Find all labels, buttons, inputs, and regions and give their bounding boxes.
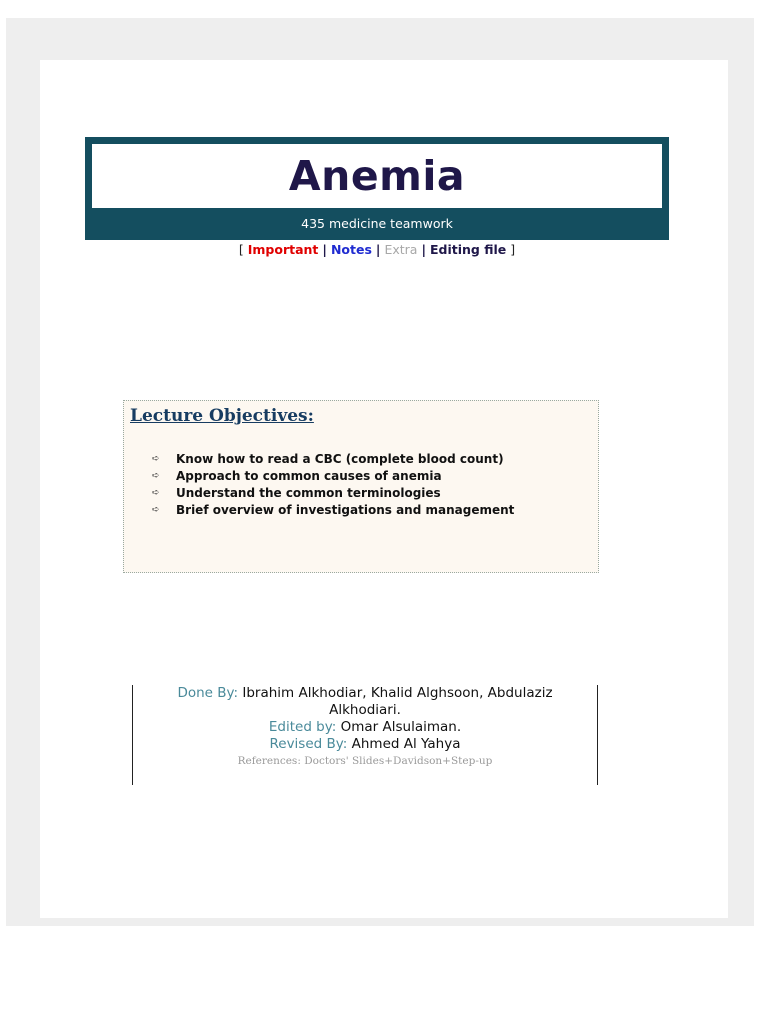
list-item <box>152 501 514 518</box>
legend-extra: Extra <box>384 242 418 257</box>
objective-text: Know how to read a CBC (complete blood count) <box>176 451 504 466</box>
edited-by-name: Omar Alsulaiman. <box>340 719 462 735</box>
objectives-heading: Lecture Objectives: <box>130 406 314 426</box>
legend-separator: | <box>421 242 427 257</box>
done-by-label: Done By: <box>177 685 239 701</box>
objective-text: Understand the common terminologies <box>176 485 441 500</box>
title-banner <box>85 137 669 240</box>
references-line: References: Doctors' Slides+Davidson+Step-up <box>237 755 493 767</box>
done-by-line-continued: Alkhodiari. <box>329 702 401 718</box>
done-by-line <box>133 685 597 702</box>
legend-separator: | <box>322 242 327 257</box>
color-legend <box>85 241 669 259</box>
legend-separator: | <box>375 242 381 257</box>
objectives-box <box>123 400 599 573</box>
credits-block <box>132 685 598 785</box>
objective-text: Brief overview of investigations and management <box>176 502 515 517</box>
legend-notes: Notes <box>330 242 372 257</box>
arrow-right-icon: ➪ <box>152 453 160 464</box>
objective-text: Approach to common causes of anemia <box>176 468 442 483</box>
page-title: Anemia <box>288 152 466 200</box>
objectives-list <box>152 450 514 518</box>
page-subtitle: 435 medicine teamwork <box>301 216 453 231</box>
legend-important: Important <box>247 242 319 257</box>
list-item <box>152 467 514 484</box>
arrow-right-icon: ➪ <box>152 470 160 481</box>
list-item <box>152 450 514 467</box>
revised-by-name: Ahmed Al Yahya <box>351 736 461 752</box>
edited-by-label: Edited by: <box>268 719 337 735</box>
title-box <box>92 144 662 208</box>
document-page <box>40 60 728 918</box>
done-by-names: Ibrahim Alkhodiar, Khalid Alghsoon, Abdulaziz <box>242 685 553 701</box>
arrow-right-icon: ➪ <box>152 487 160 498</box>
legend-editing-file-link[interactable]: Editing file <box>430 242 507 257</box>
legend-open-bracket: [ <box>238 242 244 257</box>
list-item <box>152 484 514 501</box>
legend-close-bracket: ] <box>510 242 516 257</box>
revised-by-line <box>133 736 597 753</box>
revised-by-label: Revised By: <box>269 736 348 752</box>
edited-by-line <box>133 719 597 736</box>
arrow-right-icon: ➪ <box>152 504 160 515</box>
document-viewer <box>6 18 754 926</box>
